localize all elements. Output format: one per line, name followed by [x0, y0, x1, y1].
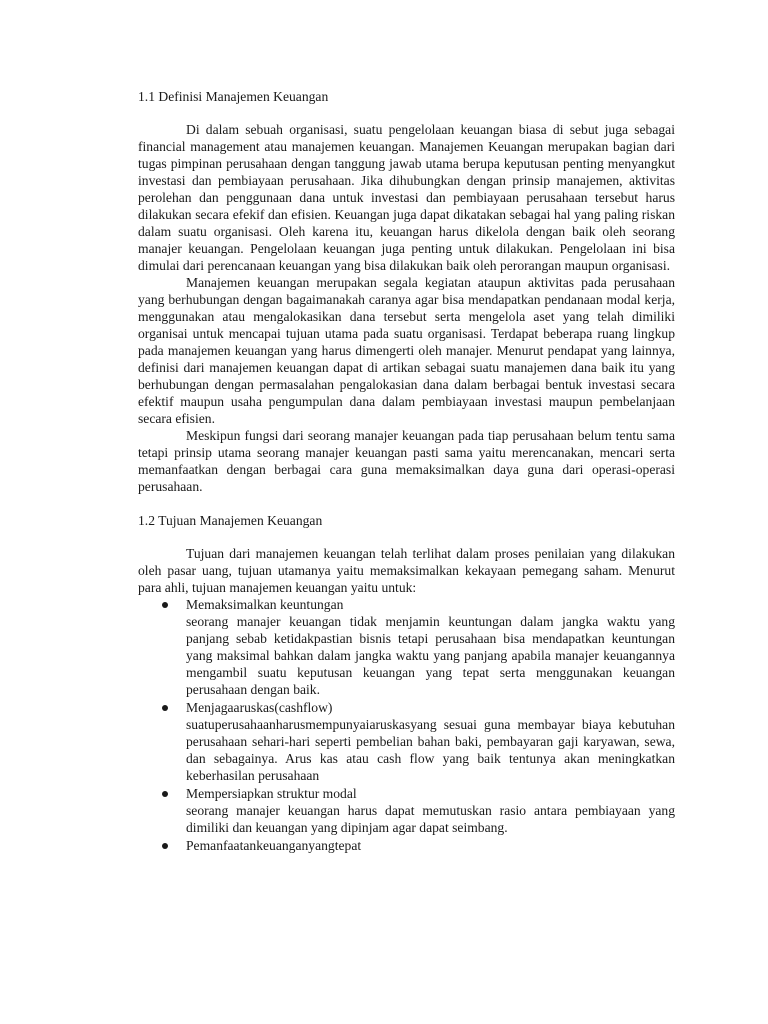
- list-item: [138, 837, 675, 854]
- paragraph-definisi-2: Manajemen keuangan merupakan segala kegiatan ataupun aktivitas pada perusahaan yang berhubungan dengan bagaimanakah caranya agar bisa mendapatkan pendanaan modal kerja, menggunakan atau mengalokasikan dana tersebut serta mengelola aset yang telah dimiliki organisai untuk mencapai tujuan utama pada suatu organisasi. Terdapat beberapa ruang lingkup pada manajemen keuangan yang harus dimengerti oleh manajer. Menurut pendapat yang lainnya, definisi dari manajemen keuangan dapat di artikan sebagai suatu manajemen dana baik itu yang berhubungan dengan permasalahan pengalokasian dana dalam berbagai bentuk investasi secara efektif maupun usaha pengumpulan dana dalam pembiayaan investasi maupun pembelanjaan secara efisien.: [138, 275, 675, 426]
- list-item-title: Menjagaaruskas(cashflow): [186, 700, 333, 715]
- bullet-icon: [162, 791, 168, 797]
- list-item-title: Memaksimalkan keuntungan: [186, 597, 344, 612]
- list-item: [138, 785, 675, 836]
- bullet-icon: [162, 705, 168, 711]
- paragraph-definisi-1: Di dalam sebuah organisasi, suatu pengelolaan keuangan biasa di sebut juga sebagai financial management atau manajemen keuangan. Manajemen Keuangan merupakan bagian dari tugas pimpinan perusahaan dengan tanggung jawab utama berupa keputusan penting menyangkut investasi dan pembiayaan perusahaan. Jika dihubungkan dengan prinsip manajemen, aktivitas perolehan dan penggunaan dana untuk investasi dan pembiayaan perusahaan tersebut harus dilakukan secara efekif dan efisien. Keuangan juga dapat dikatakan sebagai hal yang paling riskan dalam suatu organisasi. Oleh karena itu, keuangan harus dikelola dengan baik oleh seorang manajer keuangan. Pengelolaan keuangan juga penting untuk dilakukan. Pengelolaan ini bisa dimulai dari perencanaan keuangan yang bisa dilakukan baik oleh perorangan maupun organisasi.: [138, 122, 675, 273]
- list-item: [138, 699, 675, 784]
- list-item: [138, 596, 675, 698]
- document-page: [138, 88, 675, 855]
- bullet-icon: [162, 602, 168, 608]
- paragraph-tujuan-intro: Tujuan dari manajemen keuangan telah terlihat dalam proses penilaian yang dilakukan oleh pasar uang, tujuan utamanya yaitu memaksimalkan kekayaan pemegang saham. Menurut para ahli, tujuan manajemen keuangan yaitu untuk:: [138, 546, 675, 595]
- list-item-description: seorang manajer keuangan harus dapat memutuskan rasio antara pembiayaan yang dimiliki dan keuangan yang dipinjam agar dapat seimbang.: [186, 803, 675, 835]
- section-heading-tujuan: 1.2 Tujuan Manajemen Keuangan: [138, 513, 323, 528]
- section-heading-definisi: 1.1 Definisi Manajemen Keuangan: [138, 89, 329, 104]
- list-item-description: seorang manajer keuangan tidak menjamin keuntungan dalam jangka waktu yang panjang sebab ketidakpastian bisnis tetapi perusahaan bisa mendapatkan keuntungan yang maksimal bahkan dalam jangka waktu yang panjang apabila manajer keuangannya mengambil suatu keputusan keuangan yang tepat serta menggunakan keuangan perusahaan dengan baik.: [186, 614, 675, 697]
- tujuan-list: [138, 596, 675, 854]
- list-item-description: suatuperusahaanharusmempunyaiaruskasyang sesuai guna membayar biaya kebutuhan perusahaan sehari-hari seperti pembelian bahan baki, pembayaran gaji karyawan, sewa, dan sebagainya. Arus kas atau cash flow yang baik tentunya akan meningkatkan keberhasilan perusahaan: [186, 717, 675, 783]
- bullet-icon: [162, 843, 168, 849]
- list-item-title: Mempersiapkan struktur modal: [186, 786, 357, 801]
- paragraph-definisi-3: Meskipun fungsi dari seorang manajer keuangan pada tiap perusahaan belum tentu sama tetapi prinsip utama seorang manajer keuangan pasti sama yaitu merencanakan, mencari serta memanfaatkan dengan berbagai cara guna memaksimalkan daya guna dari operasi-operasi perusahaan.: [138, 428, 675, 494]
- list-item-title: Pemanfaatankeuanganyangtepat: [186, 838, 362, 853]
